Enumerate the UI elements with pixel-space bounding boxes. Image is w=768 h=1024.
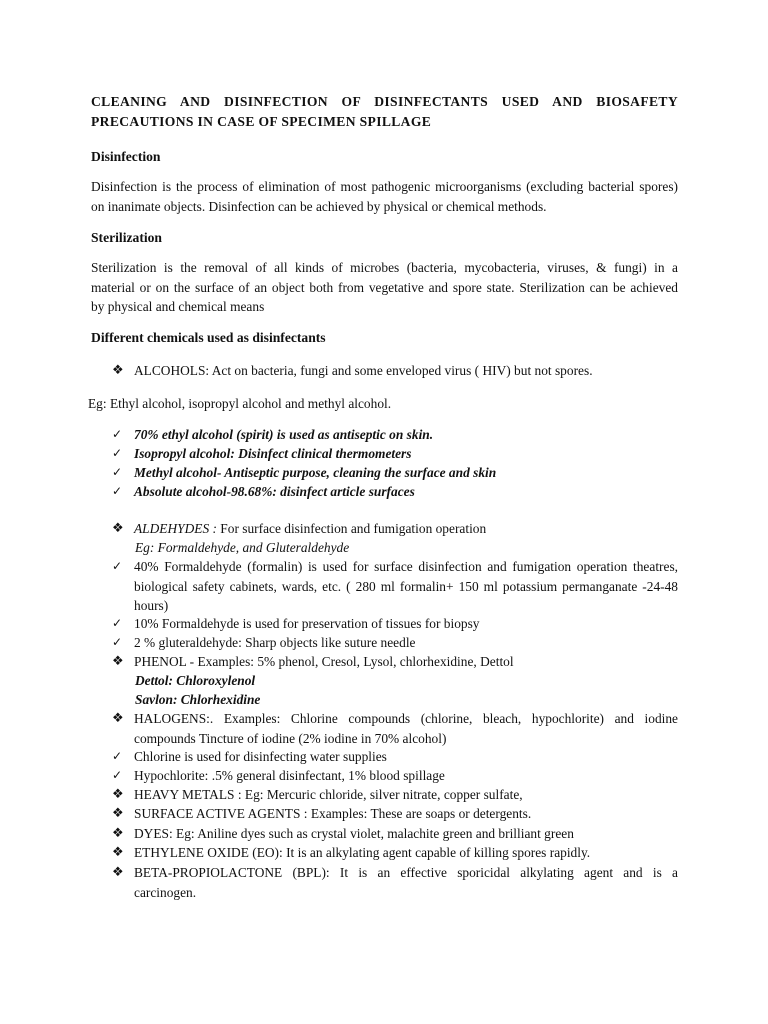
item-text: Isopropyl alcohol: Disinfect clinical thermometers <box>134 446 412 461</box>
paragraph-line: Sterilization is the removal of all kinds of microbes (bacteria, mycobacteria, viruses, & fungi) in a <box>91 260 678 275</box>
paragraph-line: on inanimate objects. Disinfection can be achieved by physical or chemical methods. <box>91 198 547 214</box>
item-text: Methyl alcohol- Antiseptic purpose, cleaning the surface and skin <box>134 465 497 480</box>
item-text <box>134 863 678 902</box>
checkmark-bullet-icon: ✓ <box>112 465 123 479</box>
item-text <box>134 709 678 748</box>
title-line-2: PRECAUTIONS IN CASE OF SPECIMEN SPILLAGE <box>91 114 432 129</box>
checkmark-bullet-icon: ✓ <box>112 616 123 630</box>
checkmark-bullet-icon: ✓ <box>112 559 123 573</box>
item-line: compounds Tincture of iodine (2% iodine in 70% alcohol) <box>134 730 447 746</box>
item-text: ALCOHOLS: Act on bacteria, fungi and some enveloped virus ( HIV) but not spores. <box>134 363 593 378</box>
item-text: Hypochlorite: .5% general disinfectant, 1% blood spillage <box>134 768 445 783</box>
diamond-bullet-icon: ❖ <box>112 845 124 860</box>
item-text: HEAVY METALS : Eg: Mercuric chloride, silver nitrate, copper sulfate, <box>134 787 523 802</box>
item-text: Absolute alcohol-98.68%: disinfect article surfaces <box>134 484 415 499</box>
item-text: PHENOL - Examples: 5% phenol, Cresol, Lysol, chlorhexidine, Dettol <box>134 654 514 669</box>
item-text: ETHYLENE OXIDE (EO): It is an alkylating agent capable of killing spores rapidly. <box>134 845 591 860</box>
paragraph-line: material or on the surface of an object both from vegetative and spore state. Sterilization can be achieved <box>91 279 678 295</box>
item-text: 70% ethyl alcohol (spirit) is used as antiseptic on skin. <box>134 427 434 442</box>
diamond-bullet-icon: ❖ <box>112 826 124 841</box>
checkmark-bullet-icon: ✓ <box>112 768 123 782</box>
checkmark-bullet-icon: ✓ <box>112 635 123 649</box>
diamond-bullet-icon: ❖ <box>112 787 124 802</box>
item-line: 40% Formaldehyde (formalin) is used for surface disinfection and fumigation operation theatres, <box>134 559 678 574</box>
item-text: 10% Formaldehyde is used for preservation of tissues for biopsy <box>134 616 480 631</box>
diamond-bullet-icon: ❖ <box>112 711 124 726</box>
diamond-bullet-icon: ❖ <box>112 521 124 536</box>
phenol-dettol: Dettol: Chloroxylenol <box>135 673 256 688</box>
title-line-1: CLEANING AND DISINFECTION OF DISINFECTANTS USED AND BIOSAFETY <box>91 94 678 109</box>
item-line: carcinogen. <box>134 884 197 900</box>
diamond-bullet-icon: ❖ <box>112 865 124 880</box>
aldehydes-description: For surface disinfection and fumigation operation <box>216 521 487 536</box>
item-line: biological safety cabinets, wards, etc. ( 280 ml formalin+ 150 ml potassium permanganate -24-48 <box>134 578 678 594</box>
checkmark-bullet-icon: ✓ <box>112 749 123 763</box>
item-line: hours) <box>134 598 169 613</box>
item-text <box>134 557 678 616</box>
item-line: BETA-PROPIOLACTONE (BPL): It is an effective sporicidal alkylating agent and is a <box>134 865 678 880</box>
heading-sterilization: Sterilization <box>91 230 162 245</box>
item-text: DYES: Eg: Aniline dyes such as crystal violet, malachite green and brilliant green <box>134 826 574 841</box>
item-text: Chlorine is used for disinfecting water supplies <box>134 749 387 764</box>
checkmark-bullet-icon: ✓ <box>112 427 123 441</box>
diamond-bullet-icon: ❖ <box>112 363 124 378</box>
checkmark-bullet-icon: ✓ <box>112 484 123 498</box>
heading-disinfection: Disinfection <box>91 149 161 164</box>
document-title <box>91 92 678 132</box>
diamond-bullet-icon: ❖ <box>112 806 124 821</box>
checkmark-bullet-icon: ✓ <box>112 446 123 460</box>
paragraph-sterilization <box>91 258 678 317</box>
paragraph-disinfection <box>91 177 678 216</box>
paragraph-line: by physical and chemical means <box>91 299 265 314</box>
paragraph-line: Disinfection is the process of elimination of most pathogenic microorganisms (excluding bacterial spores) <box>91 179 678 194</box>
item-text: 2 % gluteraldehyde: Sharp objects like suture needle <box>134 635 416 650</box>
heading-chemicals: Different chemicals used as disinfectants <box>91 330 326 345</box>
alcohols-example: Eg: Ethyl alcohol, isopropyl alcohol and methyl alcohol. <box>88 396 392 411</box>
diamond-bullet-icon: ❖ <box>112 654 124 669</box>
item-text: SURFACE ACTIVE AGENTS : Examples: These are soaps or detergents. <box>134 806 532 821</box>
item-line: HALOGENS:. Examples: Chlorine compounds (chlorine, bleach, hypochlorite) and iodine <box>134 711 678 726</box>
aldehydes-label: ALDEHYDES : <box>134 521 217 536</box>
phenol-savlon: Savlon: Chlorhexidine <box>135 692 261 707</box>
aldehydes-example: Eg: Formaldehyde, and Gluteraldehyde <box>135 540 350 555</box>
item-text <box>134 519 678 539</box>
